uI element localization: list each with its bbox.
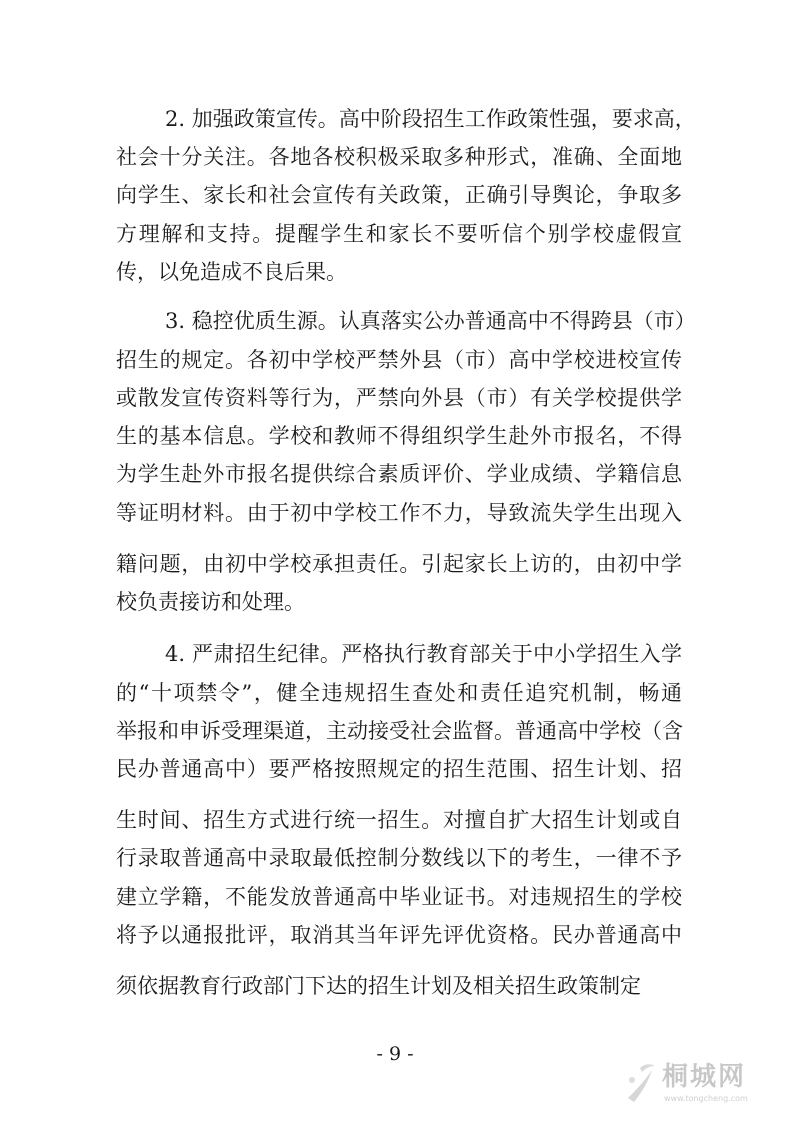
text-line: 2. 加强政策宣传。高中阶段招生工作政策性强，要求高， <box>165 107 696 131</box>
watermark-logo <box>622 1060 772 1110</box>
text-line: 建立学籍，不能发放普通高中毕业证书。对违规招生的学校 <box>116 885 682 909</box>
text-line: 的“十项禁令”，健全违规招生查处和责任追究机制，畅通 <box>116 681 682 705</box>
text-line: 向学生、家长和社会宣传有关政策，正确引导舆论，争取多 <box>116 183 682 207</box>
text-line: 生的基本信息。学校和教师不得组织学生赴外市报名，不得 <box>116 424 682 448</box>
watermark-url: www.tongcheng.com <box>664 1094 748 1103</box>
text-line: 生时间、招生方式进行统一招生。对擅自扩大招生计划或自 <box>116 808 682 832</box>
text-line: 籍问题，由初中学校承担责任。引起家长上访的，由初中学 <box>116 552 682 576</box>
text-line: 民办普通高中）要严格按照规定的招生范围、招生计划、招 <box>116 757 682 781</box>
watermark-text: 桐城网 <box>662 1062 747 1092</box>
text-line: 社会十分关注。各地各校积极采取多种形式，准确、全面地 <box>116 145 682 169</box>
text-line: 或散发宣传资料等行为，严禁向外县（市）有关学校提供学 <box>116 386 682 410</box>
text-line: 行录取普通高中录取最低控制分数线以下的考生，一律不予 <box>116 846 682 870</box>
text-line: 举报和申诉受理渠道，主动接受社会监督。普通高中学校（含 <box>116 719 683 743</box>
text-line: 为学生赴外市报名提供综合素质评价、学业成绩、学籍信息 <box>116 462 682 486</box>
brush-swoosh-icon <box>622 1060 662 1106</box>
text-line: 招生的规定。各初中学校严禁外县（市）高中学校进校宣传 <box>116 348 682 372</box>
text-line: 传，以免造成不良后果。 <box>116 260 347 284</box>
text-line: 方理解和支持。提醒学生和家长不要听信个别学校虚假宣 <box>116 222 682 246</box>
text-line: 等证明材料。由于初中学校工作不力，导致流失学生出现入 <box>116 501 682 525</box>
text-line: 将予以通报批评，取消其当年评先评优资格。民办普通高中 <box>116 923 682 947</box>
page-number: - 9 - <box>376 1043 414 1065</box>
text-line: 校负责接访和处理。 <box>116 590 305 614</box>
text-line: 3. 稳控优质生源。认真落实公办普通高中不得跨县（市） <box>165 309 696 333</box>
text-line: 须依据教育行政部门下达的招生计划及相关招生政策制定 <box>116 974 641 998</box>
text-line: 4. 严肃招生纪律。严格执行教育部关于中小学招生入学 <box>165 642 682 666</box>
